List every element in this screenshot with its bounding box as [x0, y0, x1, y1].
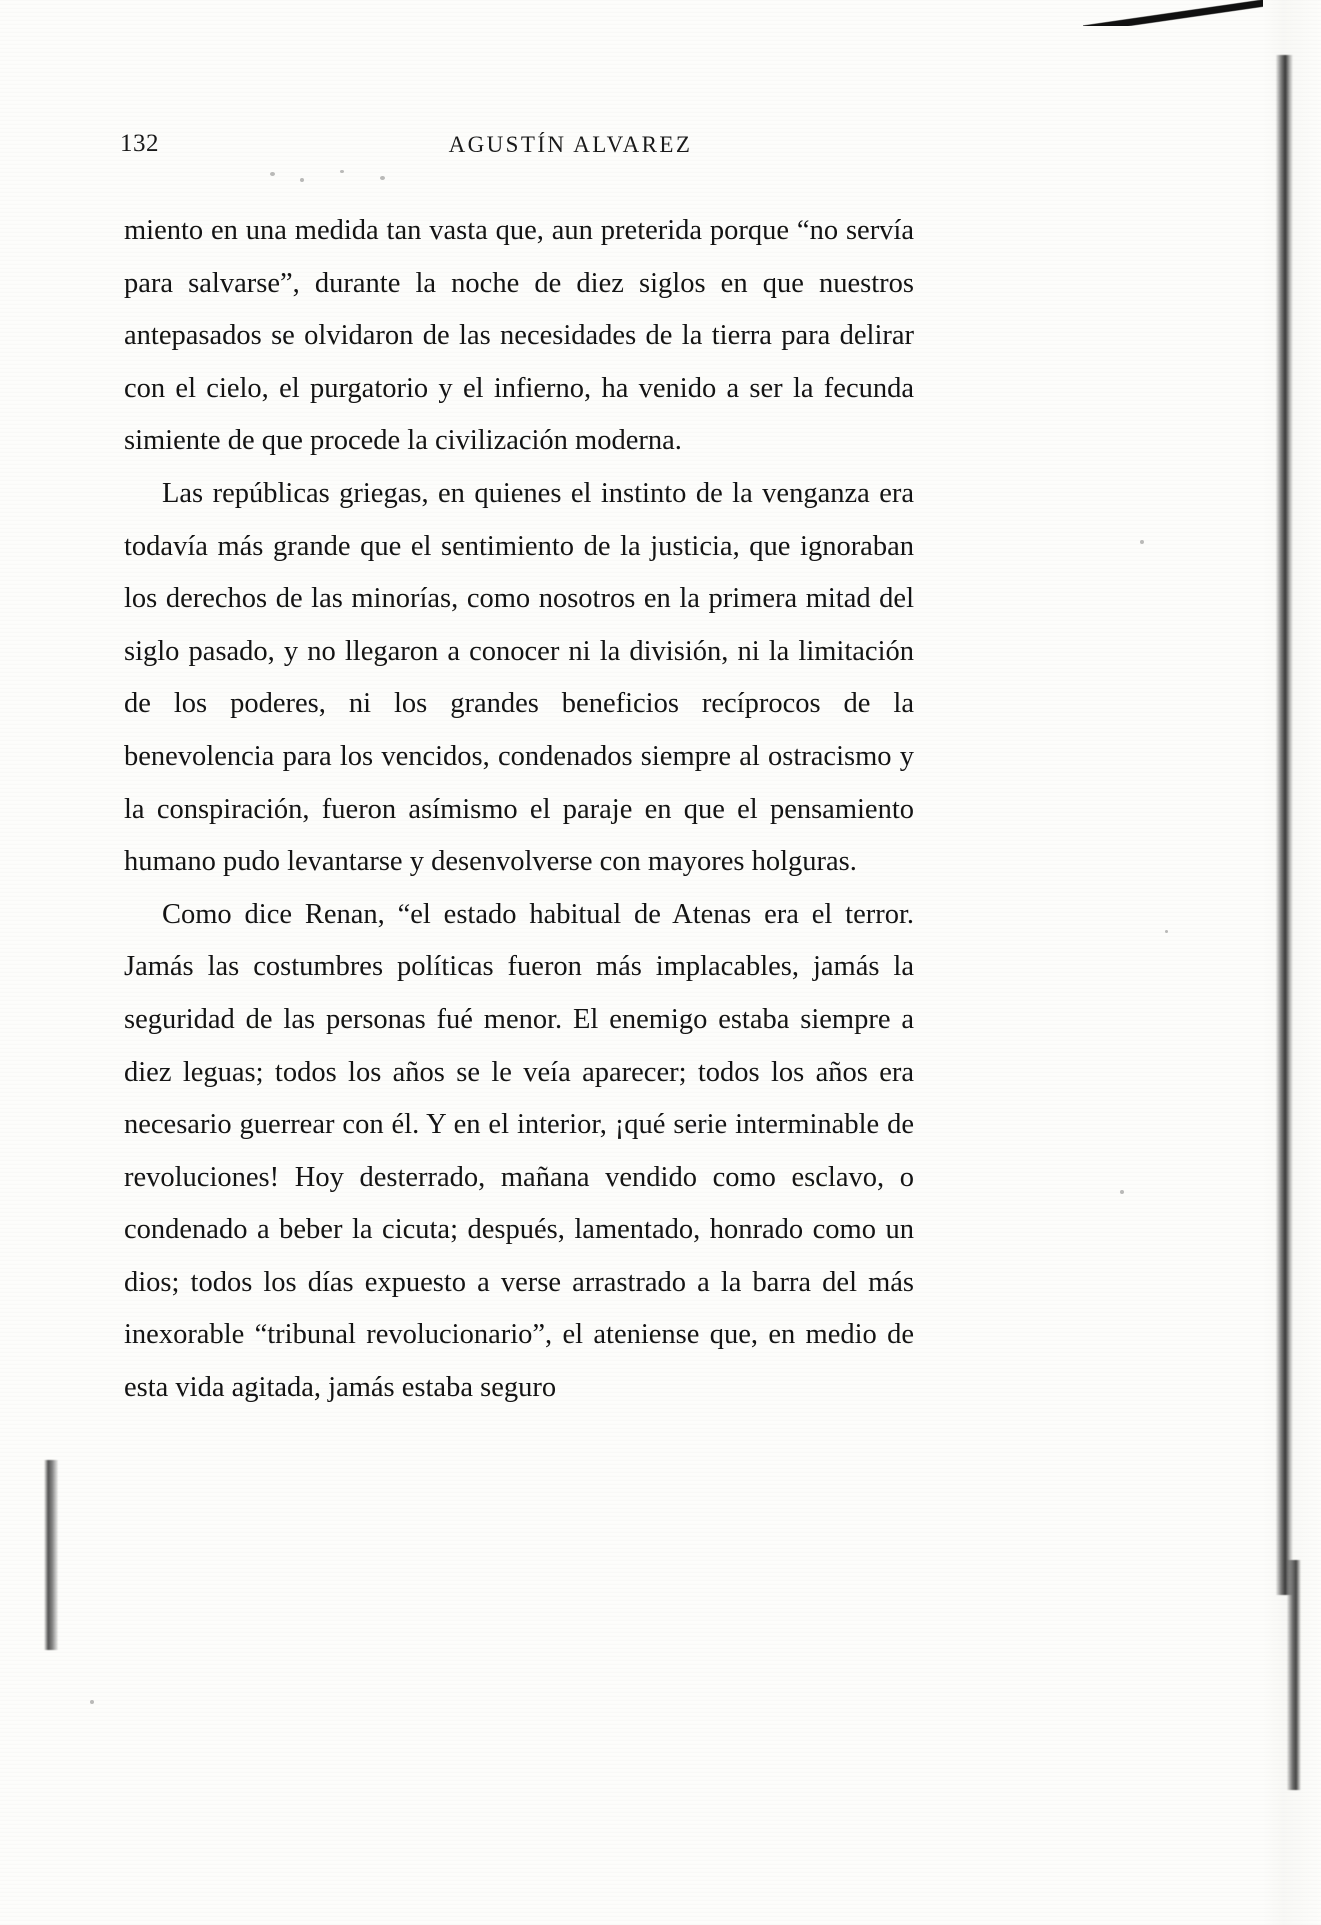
- paragraph: Las repúblicas griegas, en quienes el instinto de la venganza era todavía más grande que el sentimiento de la justicia, que ignoraban los derechos de las minorías, como nosotros en la primera mitad del siglo pasado, y no llegaron a conocer ni la división, ni la limitación de los poderes, ni los grandes beneficios recíprocos de la benevolencia para los vencidos, condenados siempre al ostracismo y la conspiración, fueron asímismo el paraje en que el pensamiento humano pudo levantarse y desenvolverse con mayores holguras.: [124, 477, 914, 878]
- scan-speck: [270, 172, 275, 176]
- scan-speck: [300, 178, 304, 182]
- page-number: 132: [120, 130, 159, 157]
- gutter-shadow-lower: [1287, 1560, 1301, 1790]
- left-edge-shadow: [44, 1460, 58, 1650]
- scan-speck: [90, 1700, 94, 1704]
- paragraph: Como dice Renan, “el estado habitual de Atenas era el terror. Jamás las costumbres políticas fueron más implacables, jamás la seguridad de las personas fué menor. El enemigo estaba siempre a diez leguas; todos los años se le veía aparecer; todos los años era necesario guerrear con él. Y en el interior, ¡qué serie interminable de revoluciones! Hoy desterrado, mañana vendido como esclavo, o condenado a beber la cicuta; después, lamentado, honrado como un dios; todos los días expuesto a verse arrastrado a la barra del más inexorable “tribunal revolucionario”, el ateniense que, en medio de esta vida agitada, jamás estaba seguro: [124, 898, 914, 1404]
- scan-speck: [380, 176, 385, 180]
- scan-speck: [1140, 540, 1144, 544]
- scan-speck: [340, 170, 344, 173]
- scan-speck: [1120, 1190, 1124, 1194]
- paragraph: miento en una medida tan vasta que, aun preterida porque “no servía para salvarse”, durante la noche de diez siglos en que nuestros antepasados se olvidaron de las necesidades de la tierra para delirar con el cielo, el purgatorio y el infierno, ha venido a ser la fecunda simiente de que procede la civilización moderna.: [124, 215, 914, 457]
- page-body: [124, 205, 914, 1415]
- page-corner-mark: [1083, 0, 1263, 26]
- running-head: [120, 130, 1181, 164]
- scan-speck: [1165, 930, 1168, 933]
- gutter-shadow-upper: [1276, 55, 1293, 1595]
- running-head-title: AGUSTÍN ALVAREZ: [448, 132, 693, 157]
